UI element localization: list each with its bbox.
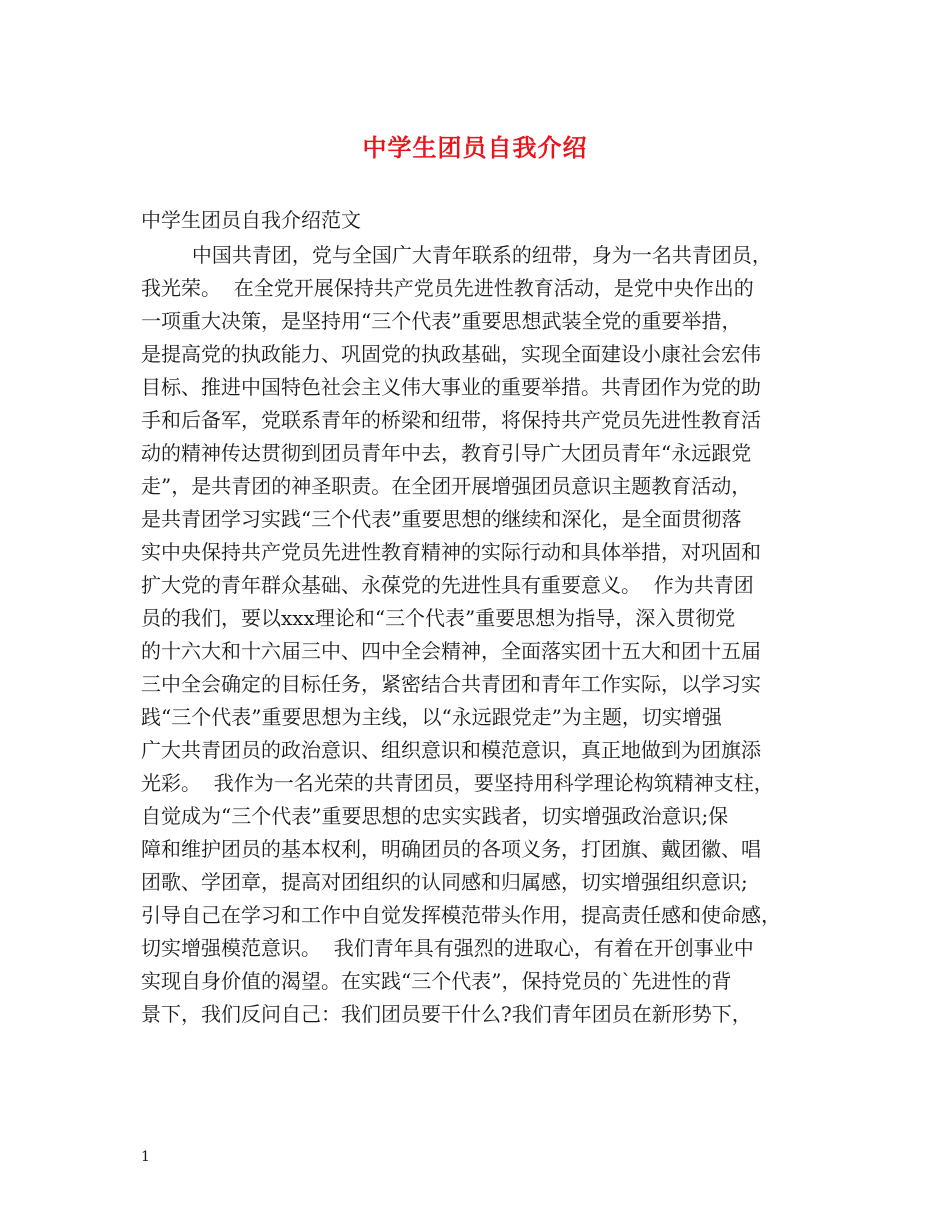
body-line: 实中央保持共产党员先进性教育精神的实际行动和具体举措，对巩固和 xyxy=(141,540,761,564)
body-line: 是共青团学习实践“三个代表”重要思想的继续和深化，是全面贯彻落 xyxy=(141,507,742,531)
body-line: 光彩。 我作为一名光荣的共青团员，要坚持用科学理论构筑精神支柱， xyxy=(141,771,774,795)
body-line: 三中全会确定的目标任务，紧密结合共青团和青年工作实际，以学习实 xyxy=(141,672,761,696)
body-line: 广大共青团员的政治意识、组织意识和模范意识，真正地做到为团旗添 xyxy=(141,738,761,762)
body-line: 我光荣。 在全党开展保持共产党员先进性教育活动，是党中央作出的 xyxy=(141,276,754,300)
body-line: 实现自身价值的渴望。在实践“三个代表”，保持党员的`先进性的背 xyxy=(141,969,732,993)
body-line: 切实增强模范意识。 我们青年具有强烈的进取心，有着在开创事业中 xyxy=(141,936,754,960)
body-line: 手和后备军，党联系青年的桥梁和纽带，将保持共产党员先进性教育活 xyxy=(141,408,761,432)
body-line: 动的精神传达贯彻到团员青年中去，教育引导广大团员青年“永远跟党 xyxy=(141,441,752,465)
body-line: 的十六大和十六届三中、四中全会精神，全面落实团十五大和团十五届 xyxy=(141,639,761,663)
body-line: 团歌、学团章，提高对团组织的认同感和归属感，切实增强组织意识; xyxy=(141,870,748,894)
body-line: 践“三个代表”重要思想为主线，以“永远跟党走”为主题，切实增强 xyxy=(141,705,722,729)
body-line: 一项重大决策，是坚持用“三个代表”重要思想武装全党的重要举措， xyxy=(141,309,742,333)
body-line: 是提高党的执政能力、巩固党的执政基础，实现全面建设小康社会宏伟 xyxy=(141,342,761,366)
body-line: 引导自己在学习和工作中自觉发挥模范带头作用，提高责任感和使命感， xyxy=(141,903,781,927)
body-line: 景下，我们反问自己：我们团员要干什么?我们青年团员在新形势下， xyxy=(141,1002,752,1026)
document-subtitle: 中学生团员自我介绍范文 xyxy=(141,208,361,232)
document-title: 中学生团员自我介绍 xyxy=(362,133,588,162)
body-line: 目标、推进中国特色社会主义伟大事业的重要举措。共青团作为党的助 xyxy=(141,375,761,399)
page-number: 1 xyxy=(141,1149,150,1165)
body-line: 障和维护团员的基本权利，明确团员的各项义务，打团旗、戴团徽、唱 xyxy=(141,837,761,861)
body-line: 中国共青团，党与全国广大青年联系的纽带，身为一名共青团员， xyxy=(141,243,772,267)
body-line: 扩大党的青年群众基础、永葆党的先进性具有重要意义。 作为共青团 xyxy=(141,573,754,597)
body-line: 走”，是共青团的神圣职责。在全团开展增强团员意识主题教育活动， xyxy=(141,474,752,498)
body-line: 自觉成为“三个代表”重要思想的忠实实践者，切实增强政治意识;保 xyxy=(141,804,729,828)
body-line: 员的我们，要以xxx理论和“三个代表”重要思想为指导，深入贯彻党 xyxy=(141,606,736,630)
document-body xyxy=(141,239,813,1031)
